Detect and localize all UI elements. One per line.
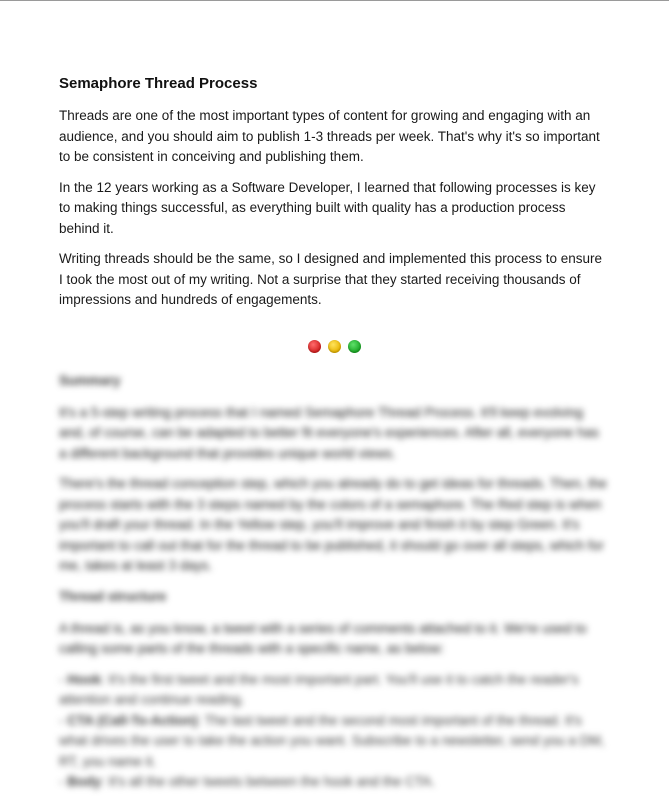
list-item-body: - Body: It's all the other tweets between the hook and the CTA. <box>59 774 436 789</box>
blurred-content <box>59 371 609 793</box>
summary-paragraph-2: There's the thread conception step, which you already do to get ideas for threads. Then, the process starts with the 3 steps named by the colors of a semaphore. The Red step is when you'll draft your thread. In the Yellow step, you'll improve and finish it by step Green. It's important to call out that for the thread to be published, it should go over all steps, which for me, takes at least 3 days. <box>59 476 607 573</box>
yellow-dot-icon <box>328 340 341 353</box>
intro-paragraph-2: In the 12 years working as a Software Developer, I learned that following processes is key to making things successful, as everything built with quality has a production process behind it. <box>59 179 596 236</box>
list-term: Body <box>67 774 101 789</box>
intro-paragraph-1: Threads are one of the most important types of content for growing and engaging with an audience, and you should aim to publish 1-3 threads per week. That's why it's so important to be consistent in conceiving and publishing them. <box>59 108 600 164</box>
document-title: Semaphore Thread Process <box>59 75 258 92</box>
green-dot-icon <box>348 340 361 353</box>
list-text: : It's all the other tweets between the hook and the CTA. <box>101 774 436 789</box>
structure-paragraph: A thread is, as you know, a tweet with a series of comments attached to it. We're used to calling some parts of the threads with a specific name, as below: <box>59 620 587 656</box>
document-page <box>59 74 609 793</box>
list-text: : The last tweet and the second most important of the thread. It's what drives the user to take the action you want. Subscribe to a newsletter, send you a DM, RT, you name it. <box>59 712 605 769</box>
structure-heading: Thread structure <box>59 588 167 604</box>
intro-paragraph-3: Writing threads should be the same, so I designed and implemented this process to ensure I took the most out of my writing. Not a surprise that they started receiving thousands of impressions and hundreds of engagements. <box>59 251 603 307</box>
semaphore-dots <box>59 340 609 353</box>
list-term: CTA (Call-To-Action) <box>67 712 198 728</box>
summary-heading: Summary <box>59 372 121 388</box>
list-item-hook: - Hook: It's the first tweet and the most important part. You'll use it to catch the reader's attention and continue reading. <box>59 671 579 707</box>
list-term: Hook <box>67 671 101 687</box>
summary-paragraph-1: It's a 5-step writing process that I named Semaphore Thread Process. It'll keep evolving and, of course, can be adapted to better fit everyone's experiences. After all, everyone has a different background that provides unique world views. <box>59 404 599 461</box>
red-dot-icon <box>308 340 321 353</box>
list-text: : It's the first tweet and the most important part. You'll use it to catch the reader's attention and continue reading. <box>59 671 579 707</box>
list-item-cta: - CTA (Call-To-Action): The last tweet and the second most important of the thread. It's what drives the user to take the action you want. Subscribe to a newsletter, send you a DM, RT, you name it. <box>59 712 605 769</box>
